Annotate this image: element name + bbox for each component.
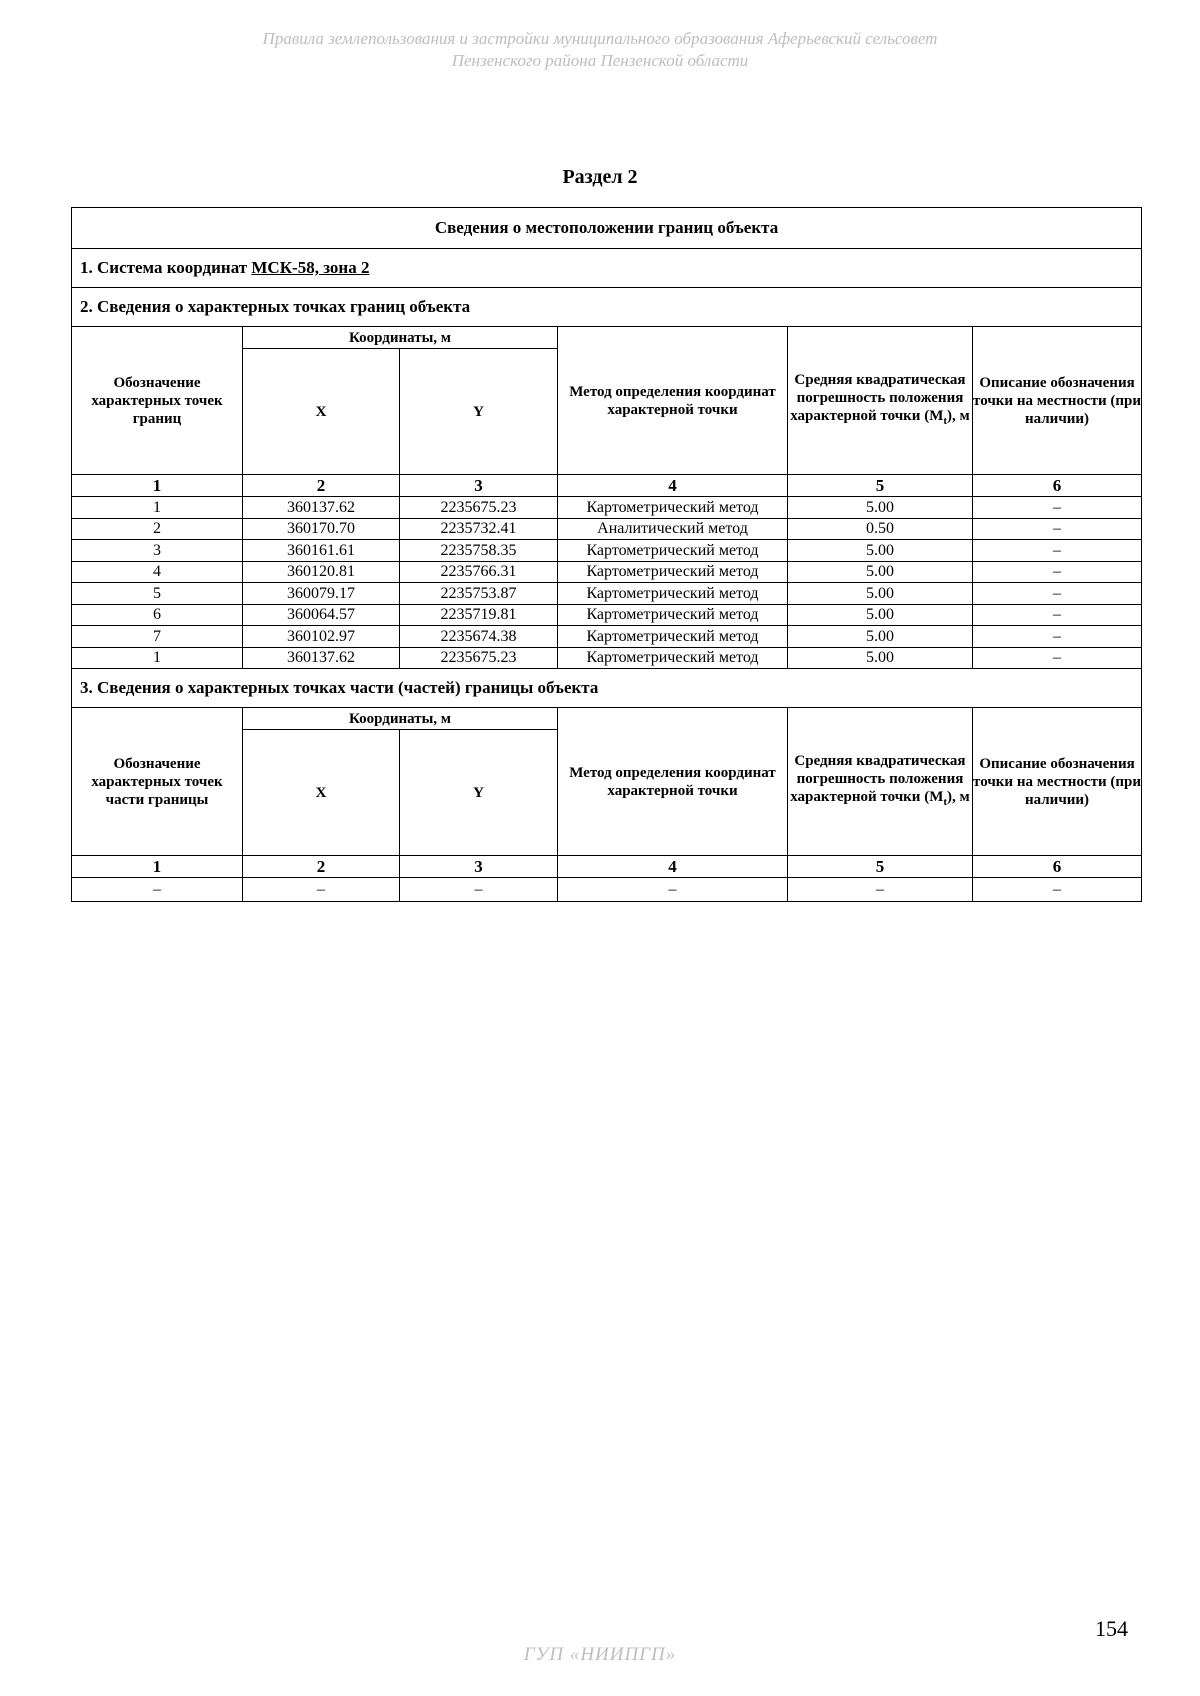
cell-error: 5.00 <box>788 647 973 669</box>
column-number: 5 <box>788 856 973 878</box>
cell-x: 360137.62 <box>243 647 400 669</box>
column-header-description: Описание обозначения точки на местности (при наличии) <box>973 327 1142 475</box>
cell-error: 5.00 <box>788 583 973 605</box>
cell-x: – <box>243 878 400 902</box>
cell-x: 360137.62 <box>243 497 400 519</box>
table-row <box>72 626 1142 648</box>
cell-error: 5.00 <box>788 497 973 519</box>
cell-description: – <box>973 497 1142 519</box>
cell-x: 360079.17 <box>243 583 400 605</box>
part-column-header-coordinates: Координаты, м <box>243 708 558 730</box>
cell-description: – <box>973 540 1142 562</box>
cell-point: 4 <box>72 561 243 583</box>
part-column-header-y: Y <box>400 730 558 856</box>
column-number: 5 <box>788 475 973 497</box>
cell-y: 2235753.87 <box>400 583 558 605</box>
column-number: 2 <box>243 856 400 878</box>
table-row <box>72 518 1142 540</box>
cell-x: 360064.57 <box>243 604 400 626</box>
cell-y: 2235719.81 <box>400 604 558 626</box>
table-row <box>72 583 1142 605</box>
cell-y: 2235758.35 <box>400 540 558 562</box>
table-row <box>72 561 1142 583</box>
boundary-points-title: 2. Сведения о характерных точках границ объекта <box>72 288 1142 327</box>
cell-x: 360161.61 <box>243 540 400 562</box>
cell-method: Картометрический метод <box>558 561 788 583</box>
cell-error: 5.00 <box>788 604 973 626</box>
running-footer: ГУП «НИИПГП» <box>523 1644 677 1665</box>
cell-y: 2235675.23 <box>400 497 558 519</box>
column-number: 3 <box>400 475 558 497</box>
table-title: Сведения о местоположении границ объекта <box>72 208 1142 249</box>
cell-description: – <box>973 561 1142 583</box>
column-number: 4 <box>558 475 788 497</box>
cell-error: 0.50 <box>788 518 973 540</box>
column-header-method: Метод определения координат характерной точки <box>558 327 788 475</box>
cell-point: 2 <box>72 518 243 540</box>
column-header-point: Обозначение характерных точек границ <box>72 327 243 475</box>
column-number: 6 <box>973 475 1142 497</box>
column-header-x: X <box>243 349 400 475</box>
cell-error: 5.00 <box>788 561 973 583</box>
cell-method: Картометрический метод <box>558 604 788 626</box>
cell-error: 5.00 <box>788 626 973 648</box>
cell-method: – <box>558 878 788 902</box>
column-number-row <box>72 475 1142 497</box>
coordinate-system-label: 1. Система координат <box>80 258 248 277</box>
part-column-header-description: Описание обозначения точки на местности (при наличии) <box>973 708 1142 856</box>
cell-description: – <box>973 626 1142 648</box>
cell-y: 2235675.23 <box>400 647 558 669</box>
cell-y: 2235732.41 <box>400 518 558 540</box>
coordinate-system-value: МСК-58, зона 2 <box>251 258 370 277</box>
cell-x: 360120.81 <box>243 561 400 583</box>
boundary-table <box>71 207 1142 902</box>
part-column-header-x: X <box>243 730 400 856</box>
cell-description: – <box>973 647 1142 669</box>
table-row <box>72 540 1142 562</box>
cell-point: 1 <box>72 647 243 669</box>
cell-error: 5.00 <box>788 540 973 562</box>
cell-description: – <box>973 604 1142 626</box>
column-number: 1 <box>72 475 243 497</box>
column-header-error: Средняя квадратическая погрешность положения характерной точки $(M_t)$, м <box>788 327 973 475</box>
table-row <box>72 497 1142 519</box>
coordinate-system-row <box>72 249 1142 288</box>
cell-description: – <box>973 878 1142 902</box>
page-number: 154 <box>1095 1616 1128 1641</box>
column-header-y: Y <box>400 349 558 475</box>
section-title: Раздел 2 <box>562 166 638 188</box>
running-header <box>0 28 1200 72</box>
table-row <box>72 604 1142 626</box>
cell-point: 3 <box>72 540 243 562</box>
part-column-header-error: Средняя квадратическая погрешность положения характерной точки $(M_t)$, м <box>788 708 973 856</box>
cell-y: 2235766.31 <box>400 561 558 583</box>
cell-method: Картометрический метод <box>558 497 788 519</box>
column-number: 2 <box>243 475 400 497</box>
cell-description: – <box>973 583 1142 605</box>
cell-point: 6 <box>72 604 243 626</box>
cell-point: 5 <box>72 583 243 605</box>
cell-error: – <box>788 878 973 902</box>
column-number: 6 <box>973 856 1142 878</box>
cell-y: 2235674.38 <box>400 626 558 648</box>
part-column-header-method: Метод определения координат характерной точки <box>558 708 788 856</box>
column-number: 1 <box>72 856 243 878</box>
running-header-line-2: Пензенского района Пензенской области <box>451 51 749 70</box>
cell-point: – <box>72 878 243 902</box>
cell-method: Картометрический метод <box>558 540 788 562</box>
part-column-header-point: Обозначение характерных точек части границы <box>72 708 243 856</box>
cell-point: 1 <box>72 497 243 519</box>
cell-method: Аналитический метод <box>558 518 788 540</box>
column-number: 4 <box>558 856 788 878</box>
running-header-line-1: Правила землепользования и застройки муниципального образования Аферьевский сельсовет <box>262 29 938 48</box>
cell-x: 360170.70 <box>243 518 400 540</box>
cell-description: – <box>973 518 1142 540</box>
part-points-title: 3. Сведения о характерных точках части (частей) границы объекта <box>72 669 1142 708</box>
cell-y: – <box>400 878 558 902</box>
cell-method: Картометрический метод <box>558 583 788 605</box>
table-row <box>72 647 1142 669</box>
cell-method: Картометрический метод <box>558 647 788 669</box>
part-table-row <box>72 878 1142 902</box>
cell-method: Картометрический метод <box>558 626 788 648</box>
cell-x: 360102.97 <box>243 626 400 648</box>
column-header-coordinates: Координаты, м <box>243 327 558 349</box>
cell-point: 7 <box>72 626 243 648</box>
part-column-number-row <box>72 856 1142 878</box>
column-number: 3 <box>400 856 558 878</box>
